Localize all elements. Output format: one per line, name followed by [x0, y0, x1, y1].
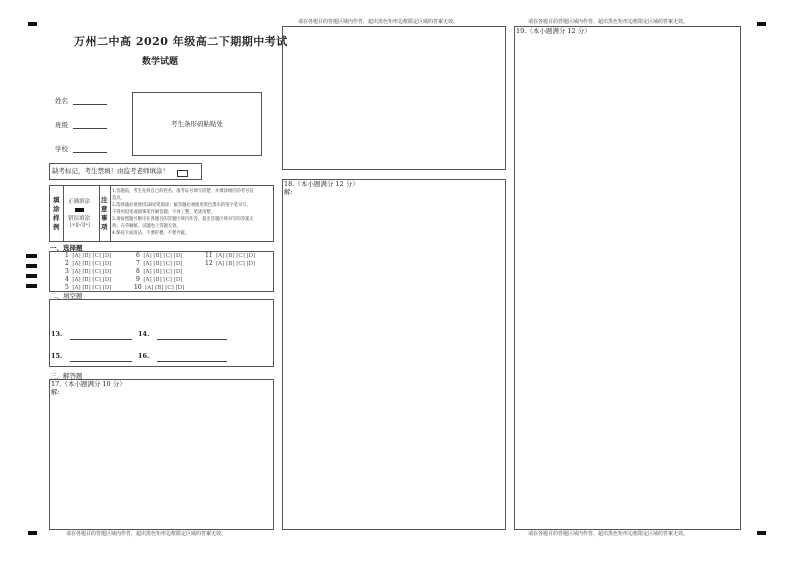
fill-answer-line[interactable]: [70, 331, 132, 340]
q17-answer-label: 解:: [51, 388, 60, 396]
choice-item[interactable]: [134, 284, 184, 291]
choice-item[interactable]: [136, 276, 182, 283]
notice-line: 不得用铅笔或圆珠笔作解答题；字体工整、笔迹清楚。: [112, 210, 216, 215]
fill-answer-line[interactable]: [70, 353, 132, 362]
choice-item[interactable]: [65, 284, 111, 291]
notice-label: 注意事项: [101, 196, 108, 231]
choice-number: 11: [205, 252, 213, 259]
class-input-line[interactable]: [73, 120, 107, 129]
choice-item[interactable]: [205, 260, 255, 267]
q17-title: 17.（本小题满分 10 分）: [51, 380, 126, 388]
fill-example-side-label: 填涂样例: [53, 196, 60, 231]
barcode-area: [132, 92, 262, 156]
notice-line: 2.选择题必须使用2B铅笔填涂；解答题必须使用黑色墨水的签字笔书写，: [112, 203, 251, 208]
school-field[interactable]: [55, 144, 107, 153]
fill-item-14[interactable]: [138, 321, 227, 340]
choice-number: 7: [136, 260, 140, 267]
choice-options[interactable]: [A] [B] [C] [D]: [216, 261, 256, 267]
notice-line: 1.答题前，考生先将自己的姓名、准考证号填写清楚，并填涂相应的考号信: [112, 189, 254, 194]
choice-item[interactable]: [65, 268, 111, 275]
choice-item[interactable]: [136, 268, 182, 275]
name-label: 姓名: [55, 97, 68, 105]
choice-number: 2: [65, 260, 69, 267]
choice-item[interactable]: [136, 260, 182, 267]
choice-options[interactable]: [A] [B] [C] [D]: [145, 285, 185, 291]
side-mark-2: [26, 264, 37, 268]
choice-options[interactable]: [A] [B] [C] [D]: [72, 285, 112, 291]
side-mark-1: [26, 254, 37, 258]
fill-number: 13.: [51, 330, 63, 338]
choice-number: 10: [134, 284, 142, 291]
fill-item-15[interactable]: [51, 343, 132, 362]
missing-mark-checkbox[interactable]: [177, 170, 188, 177]
choice-options[interactable]: [A] [B] [C] [D]: [72, 277, 112, 283]
q19-answer-area[interactable]: [514, 26, 741, 530]
divider-1: [63, 186, 64, 241]
divider-2: [99, 186, 100, 241]
notice-line: 4.保持卡面清洁，不要折叠、不要弄破。: [112, 231, 190, 236]
footer-notice-right: 请在各题目的答题区域内作答，超出黑色矩形边框限定区域的答案无效。: [528, 531, 689, 537]
corner-mark-top-left: [28, 22, 37, 26]
class-field[interactable]: [55, 120, 107, 129]
choice-number: 1: [65, 252, 69, 259]
header-notice-right: 请在各题目的答题区域内作答，超出黑色矩形边框限定区域的答案无效。: [528, 19, 689, 25]
missing-mark-text: 缺考标记，考生禁填！由监考老师填涂！: [52, 167, 169, 175]
q18-title: 18.（本小题满分 12 分）: [284, 180, 359, 188]
fill-item-13[interactable]: [51, 321, 132, 340]
fill-number: 16.: [138, 352, 150, 360]
choice-number: 6: [136, 252, 140, 259]
corner-mark-bottom-left: [28, 531, 37, 535]
fill-answer-area: [49, 299, 274, 367]
barcode-label: 考生条形码粘贴处: [171, 120, 223, 128]
choice-item[interactable]: [205, 252, 255, 259]
fill-answer-line[interactable]: [157, 331, 227, 340]
choice-number: 5: [65, 284, 69, 291]
choice-options[interactable]: [A] [B] [C] [D]: [72, 253, 112, 259]
fill-number: 15.: [51, 352, 63, 360]
divider-3: [110, 186, 111, 241]
exam-title: 万州二中高 2020 年级高二下期期中考试: [74, 35, 288, 48]
wrong-fill-label: 错误填涂: [68, 216, 91, 222]
header-notice-middle: 请在各题目的答题区域内作答，超出黑色矩形边框限定区域的答案无效。: [298, 19, 459, 25]
choice-options[interactable]: [A] [B] [C] [D]: [72, 261, 112, 267]
choice-number: 4: [65, 276, 69, 283]
section-solve-heading: 三、解答题: [50, 372, 83, 380]
choice-item[interactable]: [136, 252, 182, 259]
wrong-fill-sample: [×][√][•]: [70, 223, 90, 228]
notice-line: 3.请按照题号顺序在各题目的答题区域内作答，超出答题区域书写的答案无: [112, 217, 254, 222]
choice-options[interactable]: [A] [B] [C] [D]: [143, 253, 183, 259]
side-mark-3: [26, 274, 37, 278]
missing-mark-box: [49, 163, 202, 180]
q19-title: 19.（本小题满分 12 分）: [516, 27, 591, 35]
choice-options[interactable]: [A] [B] [C] [D]: [143, 269, 183, 275]
choice-item[interactable]: [65, 276, 111, 283]
fill-item-16[interactable]: [138, 343, 227, 362]
choice-item[interactable]: [65, 260, 111, 267]
choice-number: 9: [136, 276, 140, 283]
choice-options[interactable]: [A] [B] [C] [D]: [72, 269, 112, 275]
notice-line: 效；在草稿纸、试题卷上答题无效。: [112, 224, 181, 229]
name-field[interactable]: [55, 96, 107, 105]
choice-number: 8: [136, 268, 140, 275]
q17-answer-area[interactable]: [49, 379, 274, 530]
notice-list: [112, 188, 254, 237]
side-mark-4: [26, 284, 37, 288]
footer-notice-left: 请在各题目的答题区域内作答，超出黑色矩形边框限定区域的答案无效。: [66, 531, 227, 537]
notice-line: 息点。: [112, 196, 125, 201]
q18-answer-area[interactable]: [282, 179, 506, 530]
choice-number: 12: [205, 260, 213, 267]
exam-subject: 数学试题: [142, 57, 179, 67]
choice-options[interactable]: [A] [B] [C] [D]: [216, 253, 256, 259]
fill-answer-line[interactable]: [157, 353, 227, 362]
choice-grid: [49, 251, 274, 292]
choice-item[interactable]: [65, 252, 111, 259]
fill-example-box: [49, 185, 274, 242]
q18-answer-label: 解:: [284, 188, 293, 196]
correct-fill-label: 正确填涂: [68, 199, 91, 205]
q16-continued-area[interactable]: [282, 26, 506, 170]
school-input-line[interactable]: [73, 144, 107, 153]
choice-options[interactable]: [A] [B] [C] [D]: [143, 261, 183, 267]
name-input-line[interactable]: [73, 96, 107, 105]
section-choice-heading: 一、选择题: [50, 244, 83, 252]
section-fill-heading: 二、填空题: [50, 292, 83, 300]
corner-mark-bottom-right: [757, 531, 766, 535]
choice-options[interactable]: [A] [B] [C] [D]: [143, 277, 183, 283]
corner-mark-top-right: [757, 22, 766, 26]
fill-number: 14.: [138, 330, 150, 338]
correct-fill-sample: [75, 208, 84, 212]
school-label: 学校: [55, 145, 68, 153]
class-label: 班级: [55, 121, 68, 129]
choice-number: 3: [65, 268, 69, 275]
